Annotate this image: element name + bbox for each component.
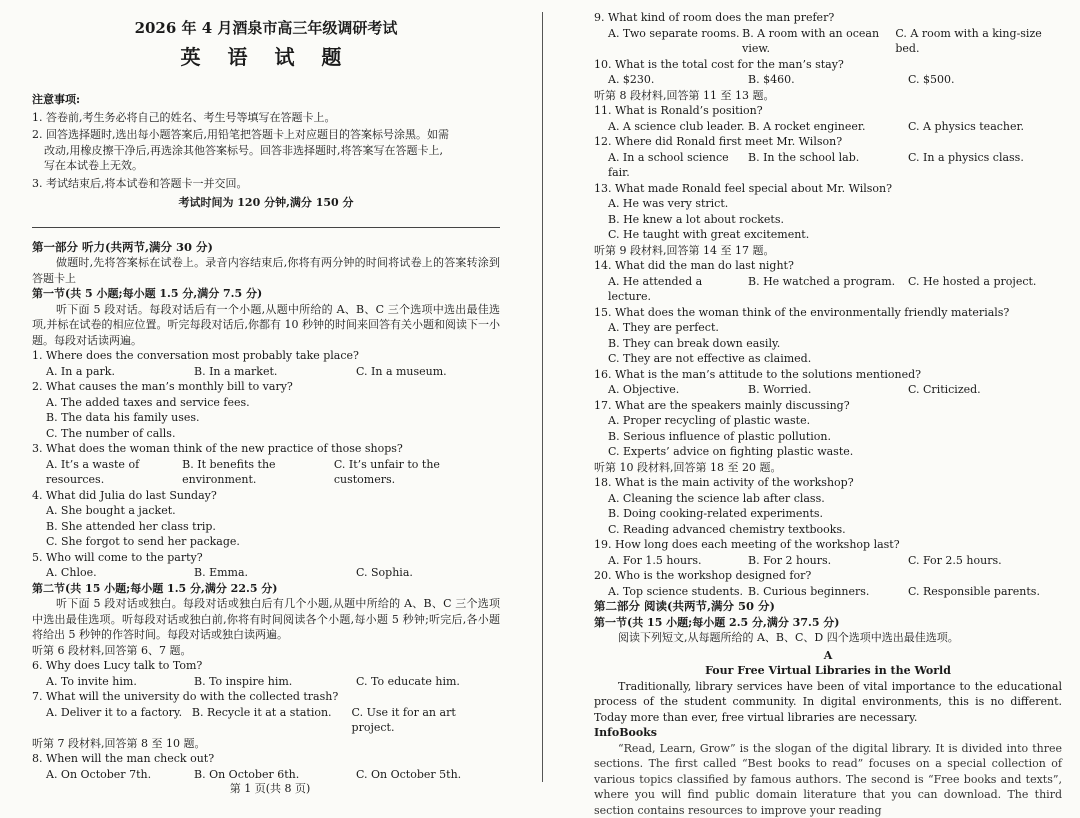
- option-b: B. On October 6th.: [194, 767, 300, 781]
- question-10-options: [594, 72, 1062, 88]
- column-divider: [542, 12, 543, 782]
- question-13: 13. What made Ronald feel special about Mr. Wilson?: [594, 181, 892, 195]
- option-b: B. Worried.: [748, 383, 812, 396]
- question-4: 4. What did Julia do last Sunday?: [32, 488, 217, 502]
- page-number: 第 1 页(共 8 页): [229, 782, 311, 795]
- note-item: 写在本试卷上无效。: [44, 159, 143, 172]
- question-1: 1. Where does the conversation most probably take place?: [32, 349, 359, 362]
- part1-intro: 做题时,先将答案标在试卷上。录音内容结束后,你将有两分钟的时间将试卷上的答案转涂到答题卡上: [32, 256, 500, 285]
- note-item: 2. 回答选择题时,选出每小题答案后,用铅笔把答题卡上对应题目的答案标号涂黑。如需: [32, 128, 449, 141]
- question-7-options: [32, 705, 500, 736]
- option-b: B. $460.: [748, 73, 795, 86]
- option-a: A. Deliver it to a factory.: [46, 705, 183, 719]
- option-c: C. He taught with great excitement.: [608, 228, 810, 241]
- option-a: A. In a park.: [46, 364, 115, 378]
- option-b: B. Doing cooking-related experiments.: [608, 507, 824, 520]
- question-3-options: [32, 457, 500, 488]
- question-6: 6. Why does Lucy talk to Tom?: [32, 659, 203, 672]
- option-c: C. To educate him.: [356, 674, 460, 688]
- option-a: A. Cleaning the science lab after class.: [608, 491, 825, 505]
- option-a: A. In a school science fair.: [608, 150, 729, 179]
- option-c: C. The number of calls.: [46, 426, 176, 440]
- question-7: 7. What will the university do with the collected trash?: [32, 690, 339, 703]
- option-c: C. In a physics class.: [908, 150, 1024, 164]
- question-5-options: [32, 565, 500, 581]
- option-c: C. Reading advanced chemistry textbooks.: [608, 522, 846, 536]
- material-9: 听第 9 段材料,回答第 14 至 17 题。: [594, 243, 775, 257]
- option-a: A. It’s a waste of resources.: [46, 457, 140, 486]
- passage-paragraph: “Read, Learn, Grow” is the slogan of the digital library. It is divided into three sections. The first called “Best books to read” focuses on a special collection of various topics classified by famous authors. The second is “Free books and texts”, where you will find public domain literature that you can download. The third section contains resources to improve your reading: [594, 741, 1062, 817]
- question-3: 3. What does the woman think of the new practice of those shops?: [32, 442, 403, 455]
- option-a: A. $230.: [608, 73, 655, 86]
- option-b: B. In a market.: [194, 364, 278, 378]
- exam-time: 考试时间为 120 分钟,满分 150 分: [178, 196, 354, 209]
- question-9-options: [594, 26, 1062, 57]
- option-b: B. A rocket engineer.: [748, 119, 866, 133]
- option-c: C. $500.: [908, 73, 955, 86]
- option-c: C. It’s unfair to the customers.: [333, 457, 440, 486]
- option-a: A. Two separate rooms.: [608, 26, 740, 40]
- part2-section1-intro: 阅读下列短文,从每题所给的 A、B、C、D 四个选项中选出最佳选项。: [618, 631, 959, 644]
- part2-section1-heading: 第一节(共 15 小题;每小题 2.5 分,满分 37.5 分): [594, 615, 840, 629]
- option-a: A. He attended a lecture.: [608, 274, 703, 303]
- option-b: B. They can break down easily.: [608, 336, 781, 350]
- question-9: 9. What kind of room does the man prefer?: [594, 11, 835, 24]
- material-7: 听第 7 段材料,回答第 8 至 10 题。: [32, 736, 206, 750]
- passage-subheading: InfoBooks: [594, 726, 657, 739]
- option-a: A. Chloe.: [46, 566, 97, 579]
- question-16-options: [594, 382, 1062, 398]
- question-17: 17. What are the speakers mainly discussing?: [594, 398, 850, 412]
- left-column: [32, 0, 500, 782]
- section1-heading: 第一节(共 5 小题;每小题 1.5 分,满分 7.5 分): [32, 287, 263, 300]
- option-c: C. Experts’ advice on fighting plastic waste.: [608, 445, 854, 458]
- option-c: C. A room with a king-size bed.: [895, 26, 1042, 55]
- question-14: 14. What did the man do last night?: [594, 259, 794, 272]
- notes-heading: 注意事项:: [32, 93, 81, 106]
- option-b: B. He knew a lot about rockets.: [608, 212, 784, 226]
- passage-paragraph: Traditionally, library services have been of vital importance to the educational process of the student community. In digital environments, this is no different. Today more than ever, free virtual libraries are necessary.: [594, 679, 1062, 724]
- option-b: B. Recycle it at a station.: [191, 705, 332, 719]
- question-16: 16. What is the man’s attitude to the solutions mentioned?: [594, 367, 922, 381]
- option-a: A. A science club leader.: [608, 119, 745, 133]
- question-1-options: [32, 364, 500, 380]
- option-a: A. The added taxes and service fees.: [46, 395, 250, 409]
- question-8-options: [32, 767, 500, 783]
- option-c: C. In a museum.: [356, 364, 447, 378]
- note-item: 1. 答卷前,考生务必将自己的姓名、考生号等填写在答题卡上。: [32, 110, 336, 124]
- question-19-options: [594, 553, 1062, 569]
- option-b: B. In the school lab.: [748, 150, 860, 164]
- question-14-options: [594, 274, 1062, 305]
- option-b: B. Emma.: [194, 566, 249, 579]
- option-b: B. Serious influence of plastic pollution.: [608, 429, 832, 443]
- material-6: 听第 6 段材料,回答第 6、7 题。: [32, 643, 192, 657]
- option-b: B. A room with an ocean view.: [742, 26, 880, 55]
- note-item: 改动,用橡皮擦干净后,再选涂其他答案标号。回答非选择题时,将答案写在答题卡上,: [44, 143, 443, 157]
- question-6-options: [32, 674, 500, 690]
- option-c: C. He hosted a project.: [908, 274, 1037, 288]
- section1-intro: 听下面 5 段对话。每段对话后有一个小题,从题中所给的 A、B、C 三个选项中选出最佳选项,并标在试卷的相应位置。听完每段对话后,你都有 10 秒钟的时间来回答有关小题和阅读下一小题。每段对话读两遍。: [32, 302, 500, 347]
- question-12-options: [594, 150, 1062, 181]
- option-c: C. She forgot to send her package.: [46, 535, 240, 548]
- question-20: 20. Who is the workshop designed for?: [594, 569, 812, 582]
- option-b: B. He watched a program.: [748, 274, 896, 288]
- passage-letter: A: [823, 648, 833, 662]
- option-b: B. For 2 hours.: [748, 553, 832, 567]
- option-b: B. Curious beginners.: [748, 584, 870, 598]
- option-c: C. A physics teacher.: [908, 119, 1025, 133]
- question-12: 12. Where did Ronald first meet Mr. Wilson?: [594, 135, 843, 148]
- section2-intro: 听下面 5 段对话或独白。每段对话或独白后有几个小题,从题中所给的 A、B、C 三个选项中选出最佳选项。听每段对话或独白前,你将有时间阅读各个小题,每小题 5 秒钟;听完后,各小题将给出 5 秒钟的作答时间。每段对话或独白读两遍。: [32, 597, 500, 641]
- part2-heading: 第二部分 阅读(共两节,满分 50 分): [594, 599, 775, 613]
- question-19: 19. How long does each meeting of the workshop last?: [594, 538, 900, 551]
- right-column: [594, 10, 1062, 817]
- option-c: C. Criticized.: [908, 383, 981, 396]
- option-a: A. For 1.5 hours.: [608, 553, 702, 567]
- option-a: A. They are perfect.: [608, 321, 719, 334]
- option-c: C. Sophia.: [356, 566, 413, 579]
- option-a: A. To invite him.: [46, 674, 137, 688]
- option-c: C. Use it for an art project.: [351, 705, 456, 734]
- option-b: B. The data his family uses.: [46, 411, 200, 424]
- option-a: A. Top science students.: [608, 584, 744, 598]
- question-18: 18. What is the main activity of the workshop?: [594, 476, 854, 489]
- option-b: B. It benefits the environment.: [182, 457, 276, 486]
- option-a: A. Objective.: [608, 383, 680, 396]
- material-10: 听第 10 段材料,回答第 18 至 20 题。: [594, 460, 782, 474]
- exam-title: 2026 年 4 月酒泉市高三年级调研考试: [134, 19, 398, 37]
- question-8: 8. When will the man check out?: [32, 752, 215, 765]
- question-11-options: [594, 119, 1062, 135]
- option-a: A. On October 7th.: [46, 767, 152, 781]
- option-b: B. She attended her class trip.: [46, 519, 216, 533]
- question-11: 11. What is Ronald’s position?: [594, 104, 763, 117]
- material-8: 听第 8 段材料,回答第 11 至 13 题。: [594, 88, 775, 102]
- question-10: 10. What is the total cost for the man’s stay?: [594, 57, 844, 71]
- option-b: B. To inspire him.: [194, 674, 293, 688]
- option-a: A. She bought a jacket.: [46, 504, 176, 517]
- option-c: C. For 2.5 hours.: [908, 553, 1002, 567]
- divider-rule: [32, 227, 500, 228]
- option-a: A. Proper recycling of plastic waste.: [608, 414, 811, 427]
- question-15: 15. What does the woman think of the environmentally friendly materials?: [594, 305, 1010, 319]
- section2-heading: 第二节(共 15 小题;每小题 1.5 分,满分 22.5 分): [32, 581, 278, 595]
- exam-subtitle: 英 语 试 题: [180, 45, 352, 69]
- option-c: C. They are not effective as claimed.: [608, 352, 812, 365]
- option-a: A. He was very strict.: [608, 197, 729, 210]
- part1-heading: 第一部分 听力(共两节,满分 30 分): [32, 239, 213, 254]
- question-5: 5. Who will come to the party?: [32, 550, 203, 564]
- option-c: C. Responsible parents.: [908, 584, 1040, 598]
- question-2: 2. What causes the man’s monthly bill to vary?: [32, 380, 293, 393]
- note-item: 3. 考试结束后,将本试卷和答题卡一并交回。: [32, 176, 248, 190]
- option-c: C. On October 5th.: [356, 767, 462, 781]
- passage-title: Four Free Virtual Libraries in the World: [705, 664, 951, 677]
- question-20-options: [594, 584, 1062, 600]
